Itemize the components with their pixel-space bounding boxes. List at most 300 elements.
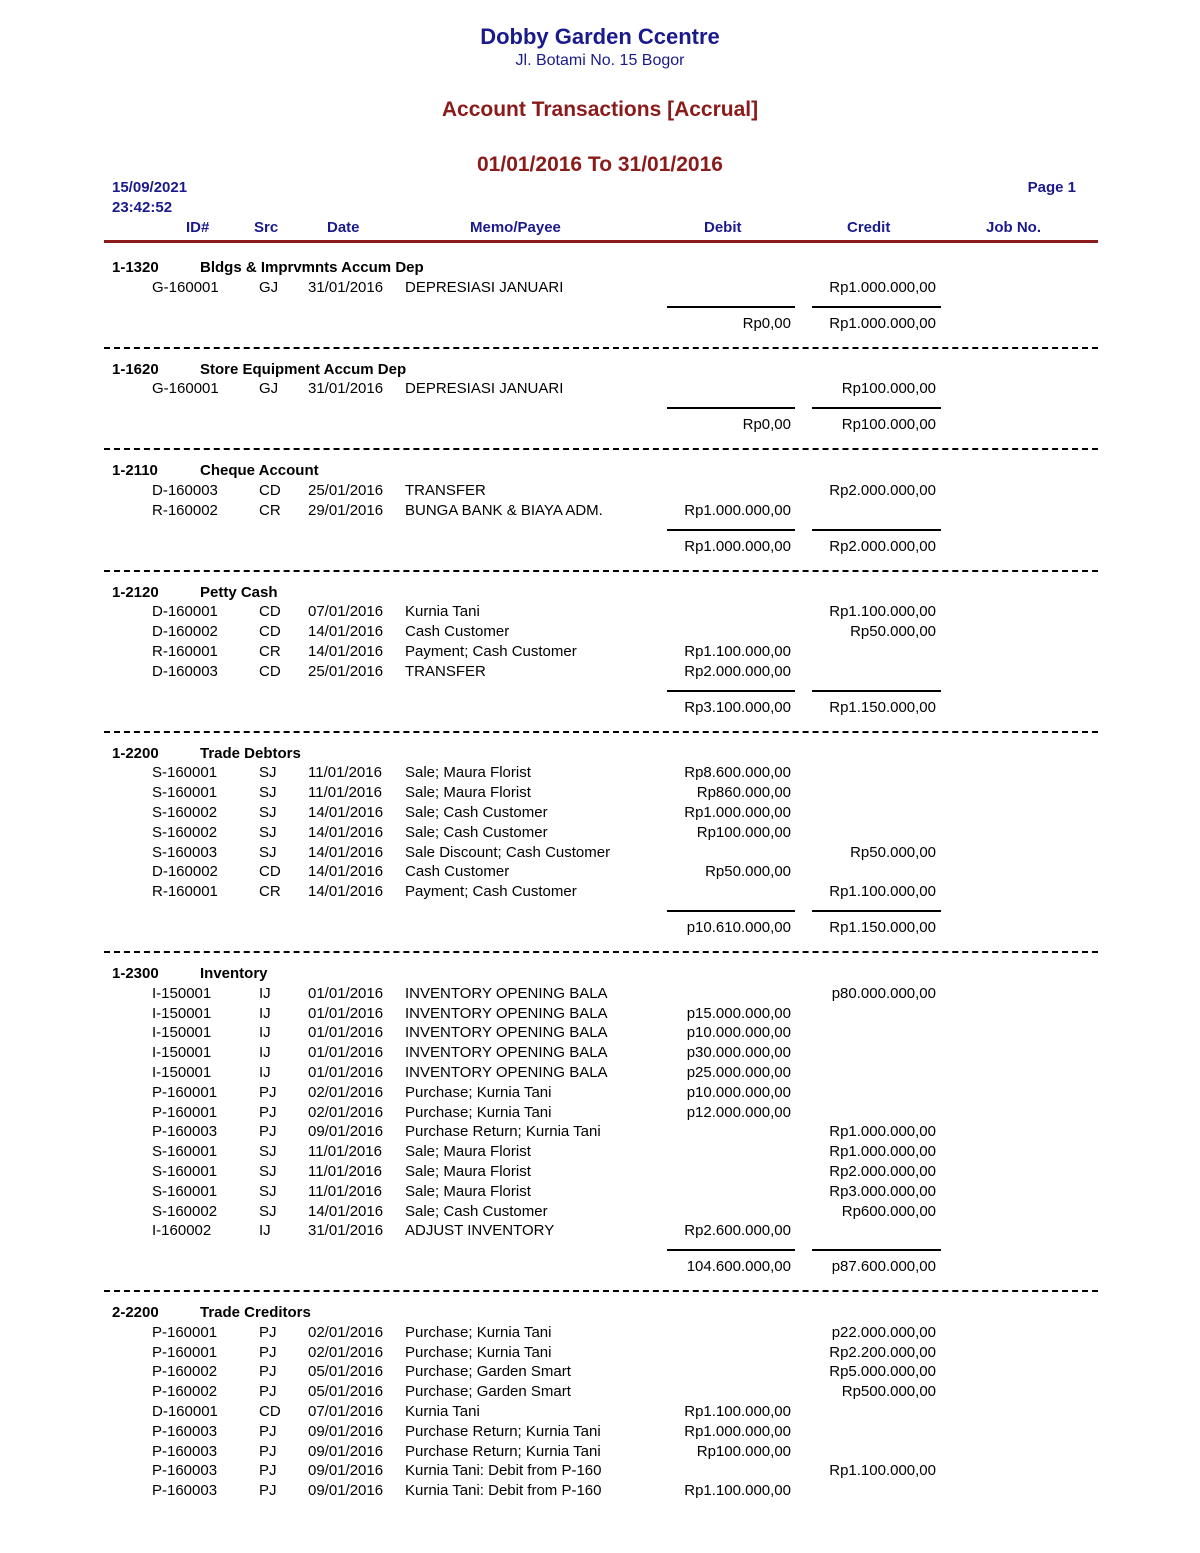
transaction-id: D-160002 <box>152 623 218 641</box>
transaction-src: SJ <box>259 823 277 841</box>
transaction-credit: Rp50.000,00 <box>850 623 936 641</box>
transaction-id: D-160003 <box>152 662 218 680</box>
transaction-memo: INVENTORY OPENING BALA <box>405 1063 608 1081</box>
account-code: 1-2110 <box>112 462 158 480</box>
transaction-id: P-160001 <box>152 1083 218 1101</box>
account-name: Bldgs & Imprvmnts Accum Dep <box>200 259 424 276</box>
transaction-memo: Sale Discount; Cash Customer <box>405 843 611 861</box>
section-divider <box>0 940 1200 964</box>
transaction-row <box>0 803 1200 823</box>
account-section <box>0 583 1200 744</box>
transaction-date: 01/01/2016 <box>308 1044 384 1062</box>
subtotal-rule <box>0 1241 1200 1257</box>
transaction-row <box>0 1023 1200 1043</box>
column-header-src: Src <box>254 219 279 236</box>
transaction-row <box>0 481 1200 501</box>
transaction-row <box>0 1402 1200 1422</box>
account-name: Petty Cash <box>200 583 278 601</box>
transaction-id: S-160002 <box>152 823 218 841</box>
transaction-id: I-150001 <box>152 1004 212 1022</box>
credit-subtotal-rule <box>812 910 941 912</box>
transaction-memo: TRANSFER <box>405 481 486 499</box>
dashed-rule <box>104 731 1098 733</box>
transaction-row <box>0 1182 1200 1202</box>
column-header-date: Date <box>327 219 360 236</box>
transaction-debit: Rp1.100.000,00 <box>684 1403 791 1421</box>
transaction-src: PJ <box>259 1482 277 1500</box>
transaction-debit: p30.000.000,00 <box>686 1044 791 1062</box>
transaction-memo: Cash Customer <box>405 623 510 641</box>
transaction-row <box>0 1103 1200 1123</box>
column-header-id: ID# <box>186 219 210 236</box>
transaction-date: 02/01/2016 <box>308 1343 384 1361</box>
transaction-credit: Rp2.200.000,00 <box>829 1343 936 1361</box>
transaction-date: 14/01/2016 <box>308 863 384 881</box>
transaction-memo: INVENTORY OPENING BALA <box>405 1024 608 1042</box>
transaction-date: 25/01/2016 <box>308 662 384 680</box>
account-header <box>0 461 1200 481</box>
account-code: 1-2200 <box>112 744 159 762</box>
transaction-row <box>0 1422 1200 1442</box>
transaction-src: PJ <box>259 1343 277 1361</box>
transaction-src: CD <box>259 1403 281 1421</box>
transaction-credit: Rp1.000.000,00 <box>829 1143 936 1161</box>
transaction-memo: DEPRESIASI JANUARI <box>405 278 564 296</box>
transaction-debit: Rp8.600.000,00 <box>684 764 791 782</box>
transaction-id: I-150001 <box>152 984 212 1002</box>
transaction-debit: Rp2.600.000,00 <box>684 1222 791 1240</box>
transaction-memo: Sale; Maura Florist <box>405 1182 531 1200</box>
column-header-job: Job No. <box>986 219 1041 236</box>
transaction-memo: Sale; Cash Customer <box>405 823 548 841</box>
transaction-src: SJ <box>259 1162 277 1180</box>
total-debit: Rp0,00 <box>742 314 791 332</box>
transaction-credit: Rp1.000.000,00 <box>829 278 936 296</box>
transaction-row <box>0 783 1200 803</box>
transaction-row <box>0 984 1200 1004</box>
transaction-debit: Rp50.000,00 <box>705 863 791 881</box>
total-debit: Rp0,00 <box>742 416 791 434</box>
transaction-date: 14/01/2016 <box>308 803 384 821</box>
account-section <box>0 258 1200 360</box>
transaction-memo: Payment; Cash Customer <box>405 883 577 901</box>
transaction-date: 09/01/2016 <box>308 1462 384 1480</box>
transaction-row <box>0 1063 1200 1083</box>
transaction-memo: Kurnia Tani <box>405 1403 480 1421</box>
dashed-rule <box>104 951 1098 953</box>
transaction-date: 14/01/2016 <box>308 623 384 641</box>
transaction-credit: Rp1.100.000,00 <box>829 603 936 621</box>
total-debit: Rp1.000.000,00 <box>684 537 791 555</box>
transaction-src: CD <box>259 623 281 641</box>
transaction-date: 01/01/2016 <box>308 1024 384 1042</box>
transaction-src: GJ <box>259 278 279 296</box>
transaction-row <box>0 642 1200 662</box>
transaction-id: P-160003 <box>152 1442 218 1460</box>
credit-subtotal-rule <box>812 1249 941 1251</box>
transaction-id: S-160001 <box>152 784 218 802</box>
transaction-id: P-160003 <box>152 1422 218 1440</box>
subtotal-rule <box>0 682 1200 698</box>
transaction-debit: Rp100.000,00 <box>696 823 791 841</box>
transaction-credit: Rp600.000,00 <box>841 1202 936 1220</box>
transaction-src: PJ <box>259 1103 277 1121</box>
transaction-src: CR <box>259 883 281 901</box>
transaction-memo: Payment; Cash Customer <box>405 642 577 660</box>
transaction-src: SJ <box>259 1143 277 1161</box>
transaction-memo: Purchase; Kurnia Tani <box>405 1323 552 1341</box>
transaction-memo: INVENTORY OPENING BALA <box>405 1004 608 1022</box>
transaction-date: 31/01/2016 <box>308 380 384 398</box>
section-divider <box>0 437 1200 461</box>
transaction-date: 11/01/2016 <box>308 1182 382 1200</box>
transaction-credit: Rp50.000,00 <box>850 843 936 861</box>
transaction-src: SJ <box>259 843 277 861</box>
transaction-row <box>0 1142 1200 1162</box>
transaction-src: CR <box>259 501 281 519</box>
account-header <box>0 360 1200 380</box>
account-total-row <box>0 415 1200 437</box>
transaction-id: P-160002 <box>152 1383 218 1401</box>
print-date: 15/09/2021 <box>112 179 188 196</box>
transaction-credit: Rp1.100.000,00 <box>829 883 936 901</box>
transaction-id: R-160001 <box>152 642 218 660</box>
transaction-debit: Rp860.000,00 <box>696 784 791 802</box>
transaction-id: P-160001 <box>152 1343 218 1361</box>
transaction-row <box>0 1043 1200 1063</box>
transaction-memo: Sale; Maura Florist <box>405 1162 531 1180</box>
transaction-memo: Kurnia Tani <box>405 603 480 621</box>
transaction-date: 09/01/2016 <box>308 1123 384 1141</box>
dashed-rule <box>104 570 1098 572</box>
transaction-src: SJ <box>259 1202 277 1220</box>
transaction-id: I-150001 <box>152 1024 212 1042</box>
transaction-debit: Rp1.000.000,00 <box>684 803 791 821</box>
transaction-debit: Rp2.000.000,00 <box>684 662 791 680</box>
account-name: Store Equipment Accum Dep <box>200 360 407 378</box>
transaction-date: 25/01/2016 <box>308 481 384 499</box>
transaction-src: PJ <box>259 1323 277 1341</box>
transaction-row <box>0 1382 1200 1402</box>
transaction-row <box>0 843 1200 863</box>
transaction-memo: Purchase; Garden Smart <box>405 1383 571 1401</box>
account-code: 2-2200 <box>112 1304 159 1322</box>
total-credit: Rp2.000.000,00 <box>829 537 936 555</box>
transaction-src: IJ <box>259 1024 271 1042</box>
page-number: Page 1 <box>1027 179 1076 196</box>
transaction-memo: INVENTORY OPENING BALA <box>405 984 608 1002</box>
account-code: 1-2120 <box>112 583 159 601</box>
transaction-id: S-160001 <box>152 1143 218 1161</box>
transaction-date: 02/01/2016 <box>308 1323 384 1341</box>
transaction-date: 05/01/2016 <box>308 1363 384 1381</box>
transaction-debit: Rp1.100.000,00 <box>684 642 791 660</box>
total-credit: p87.600.000,00 <box>831 1258 936 1276</box>
transaction-date: 31/01/2016 <box>308 278 384 296</box>
transaction-memo: Purchase; Garden Smart <box>405 1363 571 1381</box>
section-divider <box>0 336 1200 360</box>
transaction-src: IJ <box>259 1044 271 1062</box>
account-total-row <box>0 314 1200 336</box>
transaction-credit: Rp2.000.000,00 <box>829 481 936 499</box>
account-code: 1-1620 <box>112 360 159 378</box>
transaction-src: PJ <box>259 1462 277 1480</box>
transaction-row <box>0 1122 1200 1142</box>
transaction-row <box>0 278 1200 298</box>
transaction-id: S-160001 <box>152 1182 218 1200</box>
transaction-src: IJ <box>259 1063 271 1081</box>
account-name: Inventory <box>200 964 268 982</box>
transaction-id: D-160001 <box>152 603 218 621</box>
transaction-row <box>0 622 1200 642</box>
transaction-row <box>0 1004 1200 1024</box>
transaction-id: G-160001 <box>152 278 219 296</box>
transaction-date: 11/01/2016 <box>308 1143 382 1161</box>
transaction-date: 01/01/2016 <box>308 1063 384 1081</box>
account-section <box>0 1303 1200 1501</box>
transaction-src: SJ <box>259 803 277 821</box>
debit-subtotal-rule <box>667 306 795 308</box>
total-credit: Rp1.000.000,00 <box>829 314 936 332</box>
account-name: Trade Debtors <box>200 744 301 762</box>
transaction-date: 14/01/2016 <box>308 883 384 901</box>
debit-subtotal-rule <box>667 529 795 531</box>
transaction-memo: Purchase; Kurnia Tani <box>405 1083 552 1101</box>
transaction-row <box>0 1221 1200 1241</box>
transaction-src: SJ <box>259 1182 277 1200</box>
credit-subtotal-rule <box>812 306 941 308</box>
transaction-id: I-150001 <box>152 1044 212 1062</box>
transaction-credit: Rp3.000.000,00 <box>829 1182 936 1200</box>
account-header <box>0 1303 1200 1323</box>
transaction-debit: p12.000.000,00 <box>686 1103 791 1121</box>
transaction-id: P-160001 <box>152 1323 218 1341</box>
transaction-id: P-160003 <box>152 1482 218 1500</box>
account-code: 1-2300 <box>112 964 159 982</box>
transaction-memo: Sale; Maura Florist <box>405 784 531 802</box>
section-divider <box>0 720 1200 744</box>
transaction-id: I-160002 <box>152 1222 212 1240</box>
transaction-date: 09/01/2016 <box>308 1482 384 1500</box>
total-credit: Rp100.000,00 <box>841 416 936 434</box>
account-section <box>0 964 1200 1303</box>
debit-subtotal-rule <box>667 690 795 692</box>
transaction-src: PJ <box>259 1083 277 1101</box>
account-total-row <box>0 537 1200 559</box>
transaction-memo: TRANSFER <box>405 662 486 680</box>
account-name: Trade Creditors <box>200 1304 311 1322</box>
transaction-memo: DEPRESIASI JANUARI <box>405 380 564 398</box>
transaction-memo: Sale; Cash Customer <box>405 1202 548 1220</box>
transaction-src: CD <box>259 863 281 881</box>
credit-subtotal-rule <box>812 690 941 692</box>
transaction-memo: Purchase; Kurnia Tani <box>405 1103 552 1121</box>
column-header-memo: Memo/Payee <box>470 219 561 236</box>
print-time: 23:42:52 <box>112 199 173 216</box>
total-debit: p10.610.000,00 <box>686 918 791 936</box>
transaction-date: 01/01/2016 <box>308 1004 384 1022</box>
transaction-credit: Rp2.000.000,00 <box>829 1162 936 1180</box>
transaction-memo: Sale; Cash Customer <box>405 803 548 821</box>
transaction-row <box>0 1202 1200 1222</box>
transaction-debit: p10.000.000,00 <box>686 1024 791 1042</box>
transaction-date: 11/01/2016 <box>308 1162 382 1180</box>
transaction-date: 29/01/2016 <box>308 501 384 519</box>
transaction-id: P-160003 <box>152 1462 218 1480</box>
account-header <box>0 583 1200 603</box>
transaction-id: D-160002 <box>152 863 218 881</box>
transaction-id: I-150001 <box>152 1063 212 1081</box>
transaction-row <box>0 862 1200 882</box>
transaction-memo: BUNGA BANK & BIAYA ADM. <box>405 501 603 519</box>
transaction-row <box>0 602 1200 622</box>
transaction-debit: p10.000.000,00 <box>686 1083 791 1101</box>
transaction-id: S-160001 <box>152 1162 218 1180</box>
transaction-credit: Rp1.000.000,00 <box>829 1123 936 1141</box>
transaction-date: 07/01/2016 <box>308 1403 384 1421</box>
transaction-id: S-160001 <box>152 764 218 782</box>
debit-subtotal-rule <box>667 407 795 409</box>
column-header-credit: Credit <box>847 219 891 236</box>
transaction-memo: Purchase Return; Kurnia Tani <box>405 1123 601 1141</box>
transaction-credit: Rp100.000,00 <box>841 380 936 398</box>
account-section <box>0 744 1200 964</box>
dashed-rule <box>104 448 1098 450</box>
transaction-id: S-160002 <box>152 1202 218 1220</box>
transaction-date: 07/01/2016 <box>308 603 384 621</box>
section-divider <box>0 1279 1200 1303</box>
subtotal-rule <box>0 902 1200 918</box>
transaction-debit: Rp1.100.000,00 <box>684 1482 791 1500</box>
transaction-credit: Rp500.000,00 <box>841 1383 936 1401</box>
total-credit: Rp1.150.000,00 <box>829 918 936 936</box>
transaction-date: 02/01/2016 <box>308 1103 384 1121</box>
total-debit: 104.600.000,00 <box>686 1258 791 1276</box>
transaction-date: 09/01/2016 <box>308 1442 384 1460</box>
account-total-row <box>0 698 1200 720</box>
subtotal-rule <box>0 521 1200 537</box>
transaction-credit: p80.000.000,00 <box>831 984 936 1002</box>
account-header <box>0 258 1200 278</box>
transaction-src: SJ <box>259 764 277 782</box>
transaction-date: 05/01/2016 <box>308 1383 384 1401</box>
transaction-id: P-160003 <box>152 1123 218 1141</box>
transaction-memo: Kurnia Tani: Debit from P-160 <box>405 1482 602 1500</box>
transaction-memo: Sale; Maura Florist <box>405 1143 531 1161</box>
transaction-src: PJ <box>259 1123 277 1141</box>
transaction-src: CD <box>259 662 281 680</box>
transaction-credit: Rp5.000.000,00 <box>829 1363 936 1381</box>
company-name: Dobby Garden Ccentre <box>480 24 720 49</box>
transaction-src: SJ <box>259 784 277 802</box>
transaction-id: P-160002 <box>152 1363 218 1381</box>
account-header <box>0 744 1200 764</box>
dashed-rule <box>104 347 1098 349</box>
account-total-row <box>0 918 1200 940</box>
transaction-memo: ADJUST INVENTORY <box>405 1222 555 1240</box>
transaction-row <box>0 1323 1200 1343</box>
transaction-id: R-160002 <box>152 501 218 519</box>
subtotal-rule <box>0 298 1200 314</box>
transaction-credit: p22.000.000,00 <box>831 1323 936 1341</box>
company-address: Jl. Botami No. 15 Bogor <box>515 52 685 69</box>
transaction-src: IJ <box>259 1222 271 1240</box>
transaction-row <box>0 379 1200 399</box>
transaction-row <box>0 1442 1200 1462</box>
transaction-src: PJ <box>259 1422 277 1440</box>
transaction-memo: INVENTORY OPENING BALA <box>405 1044 608 1062</box>
transaction-date: 09/01/2016 <box>308 1422 384 1440</box>
transaction-row <box>0 763 1200 783</box>
subtotal-rule <box>0 399 1200 415</box>
transaction-memo: Kurnia Tani: Debit from P-160 <box>405 1462 602 1480</box>
credit-subtotal-rule <box>812 407 941 409</box>
transaction-date: 31/01/2016 <box>308 1222 384 1240</box>
transaction-src: IJ <box>259 1004 271 1022</box>
total-debit: Rp3.100.000,00 <box>684 698 791 716</box>
transaction-memo: Purchase Return; Kurnia Tani <box>405 1422 601 1440</box>
account-section <box>0 360 1200 462</box>
transaction-row <box>0 823 1200 843</box>
credit-subtotal-rule <box>812 529 941 531</box>
transaction-date: 11/01/2016 <box>308 784 382 802</box>
transaction-src: PJ <box>259 1363 277 1381</box>
account-code: 1-1320 <box>112 259 159 276</box>
transaction-debit: Rp100.000,00 <box>696 1442 791 1460</box>
transaction-debit: Rp1.000.000,00 <box>684 1422 791 1440</box>
transaction-date: 14/01/2016 <box>308 642 384 660</box>
transaction-row <box>0 662 1200 682</box>
transaction-src: PJ <box>259 1442 277 1460</box>
transaction-id: R-160001 <box>152 883 218 901</box>
total-credit: Rp1.150.000,00 <box>829 698 936 716</box>
dashed-rule <box>104 1290 1098 1292</box>
transaction-row <box>0 1481 1200 1501</box>
transaction-row <box>0 1343 1200 1363</box>
transaction-memo: Sale; Maura Florist <box>405 764 531 782</box>
transaction-src: PJ <box>259 1383 277 1401</box>
transaction-date: 01/01/2016 <box>308 984 384 1002</box>
transaction-row <box>0 501 1200 521</box>
transaction-src: CD <box>259 603 281 621</box>
transaction-id: G-160001 <box>152 380 219 398</box>
debit-subtotal-rule <box>667 910 795 912</box>
transaction-src: CR <box>259 642 281 660</box>
section-divider <box>0 559 1200 583</box>
account-header <box>0 964 1200 984</box>
transaction-debit: Rp1.000.000,00 <box>684 501 791 519</box>
transaction-id: S-160003 <box>152 843 218 861</box>
transaction-id: S-160002 <box>152 803 218 821</box>
report-date-range: 01/01/2016 To 31/01/2016 <box>477 153 723 176</box>
transaction-memo: Cash Customer <box>405 863 510 881</box>
transaction-date: 14/01/2016 <box>308 823 384 841</box>
transaction-row <box>0 1083 1200 1103</box>
transaction-row <box>0 882 1200 902</box>
transaction-debit: p25.000.000,00 <box>686 1063 791 1081</box>
transaction-debit: p15.000.000,00 <box>686 1004 791 1022</box>
account-name: Cheque Account <box>200 462 319 480</box>
header-rule <box>104 240 1098 243</box>
transaction-src: GJ <box>259 380 279 398</box>
transaction-date: 14/01/2016 <box>308 843 384 861</box>
transaction-credit: Rp1.100.000,00 <box>829 1462 936 1480</box>
transaction-date: 11/01/2016 <box>308 764 382 782</box>
transaction-id: D-160001 <box>152 1403 218 1421</box>
transaction-memo: Purchase; Kurnia Tani <box>405 1343 552 1361</box>
transaction-row <box>0 1162 1200 1182</box>
transaction-date: 14/01/2016 <box>308 1202 384 1220</box>
